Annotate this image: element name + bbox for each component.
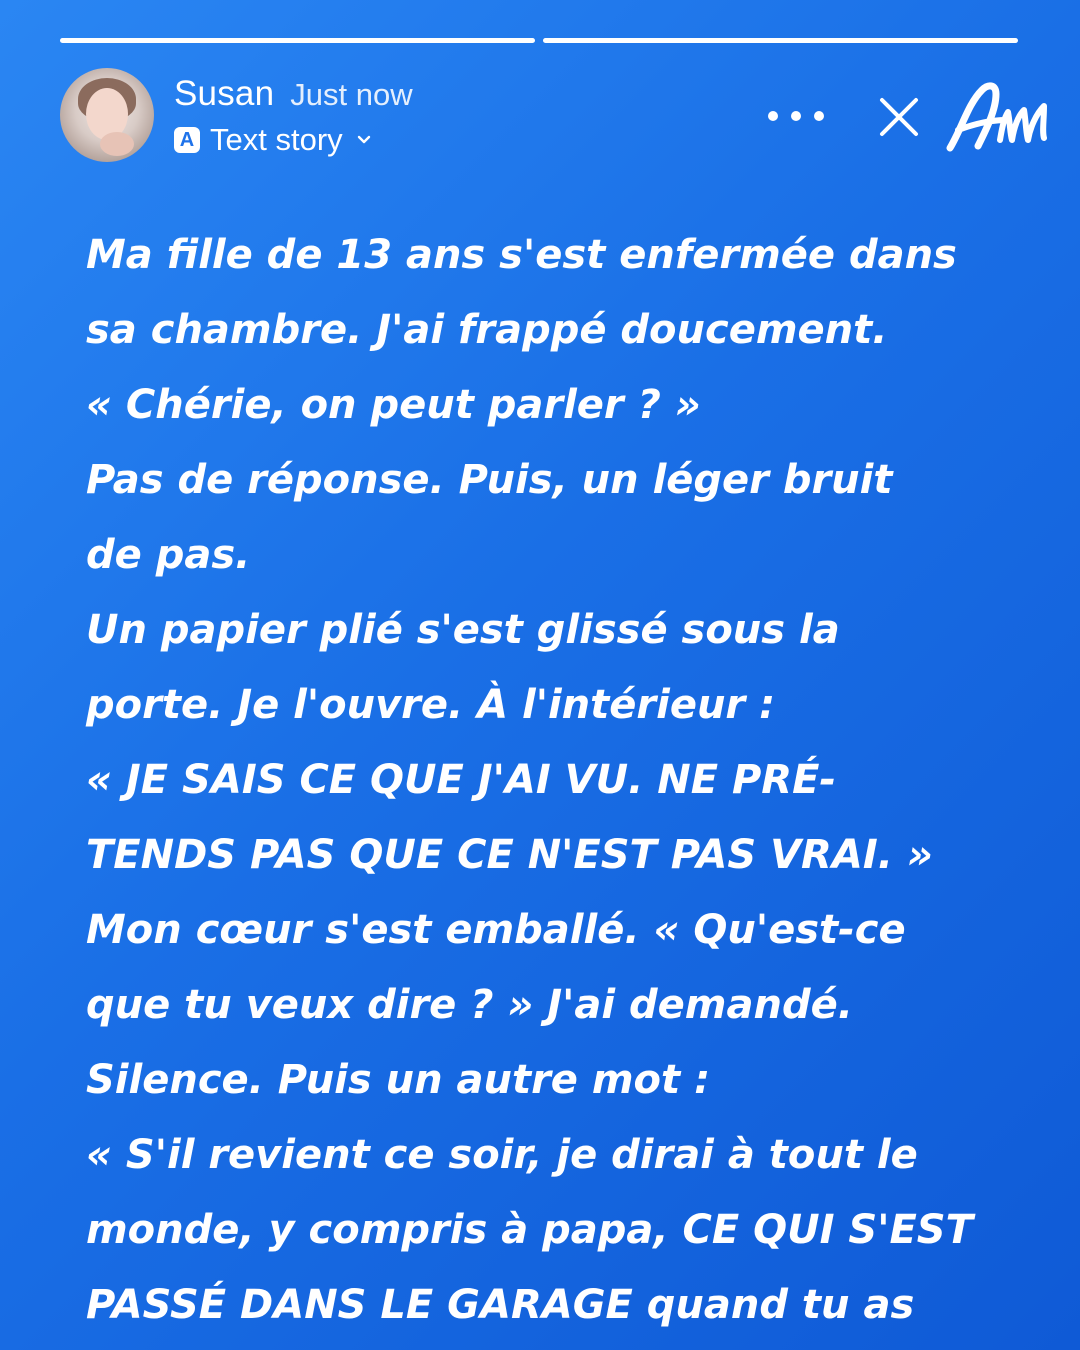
- story-type-selector[interactable]: [174, 122, 534, 158]
- more-icon: [768, 111, 778, 121]
- story-line-text: Un papier plié s'est glissé sous la: [86, 607, 840, 653]
- story-line: [86, 443, 1061, 518]
- story-line: [86, 818, 1061, 893]
- avatar[interactable]: [60, 68, 154, 162]
- meta-row-primary: [174, 74, 534, 116]
- story-emphasis: s'est enfermée: [499, 232, 836, 278]
- story-line: [86, 593, 1061, 668]
- story-line: [86, 1118, 1061, 1193]
- story-emphasis: « JE SAIS CE QUE J'AI VU. NE PRÉ-: [86, 757, 836, 803]
- story-line-text: monde, y compris à papa,: [86, 1207, 683, 1253]
- story-emphasis: CE QUI S'EST: [682, 1207, 973, 1253]
- more-icon: [791, 111, 801, 121]
- story-line: [86, 968, 1061, 1043]
- story-line: [86, 743, 1061, 818]
- story-progress-bar: [60, 38, 1018, 44]
- story-line-text: dans: [835, 232, 957, 278]
- story-emphasis: TENDS PAS QUE CE N'EST PAS VRAI. »: [86, 832, 933, 878]
- progress-segment: [60, 38, 535, 43]
- post-time: Just now: [290, 77, 413, 112]
- close-icon[interactable]: [878, 96, 920, 138]
- story-line: [86, 368, 1061, 443]
- story-line-text: « S'il revient ce soir, je dirai à tout le: [86, 1132, 918, 1178]
- more-icon: [814, 111, 824, 121]
- progress-segment: [543, 38, 1018, 43]
- story-line-text: » J'ai demandé.: [493, 982, 853, 1028]
- user-name[interactable]: Susan: [174, 74, 275, 113]
- story-meta: [174, 74, 534, 158]
- story-emphasis: « Chérie, on peut parler ? »: [86, 382, 701, 428]
- story-line-text: quand tu as: [632, 1282, 915, 1328]
- story-text: [86, 218, 1061, 1343]
- story-line: [86, 668, 1061, 743]
- chevron-down-icon: [357, 133, 371, 147]
- story-emphasis: que tu veux dire ?: [86, 982, 494, 1028]
- story-line: [86, 1268, 1061, 1343]
- story-line-text: porte. Je l'ouvre. À l'intérieur :: [86, 682, 776, 728]
- more-options-button[interactable]: [768, 106, 824, 126]
- story-line-text: de pas.: [86, 532, 251, 578]
- story-line-text: sa chambre. J'ai frappé doucement.: [86, 307, 888, 353]
- avatar-hand: [100, 132, 134, 156]
- story-line: [86, 1193, 1061, 1268]
- story-line-text: Ma fille de 13 ans: [86, 232, 500, 278]
- story-line-text: Silence. Puis un autre mot :: [86, 1057, 711, 1103]
- story-emphasis: Qu'est-ce: [693, 907, 906, 953]
- story-line: [86, 893, 1061, 968]
- story-line: [86, 1043, 1061, 1118]
- story-line-text: Pas de réponse. Puis, un léger bruit: [86, 457, 893, 503]
- text-story-icon: A: [174, 127, 200, 153]
- brand-logo: [944, 76, 1054, 156]
- story-line: [86, 518, 1061, 593]
- story-type-label: Text story: [210, 122, 343, 157]
- story-emphasis: PASSÉ DANS LE GARAGE: [86, 1282, 633, 1328]
- story-line: [86, 218, 1061, 293]
- story-line-text: Mon cœur s'est emballé. «: [86, 907, 694, 953]
- story-line: [86, 293, 1061, 368]
